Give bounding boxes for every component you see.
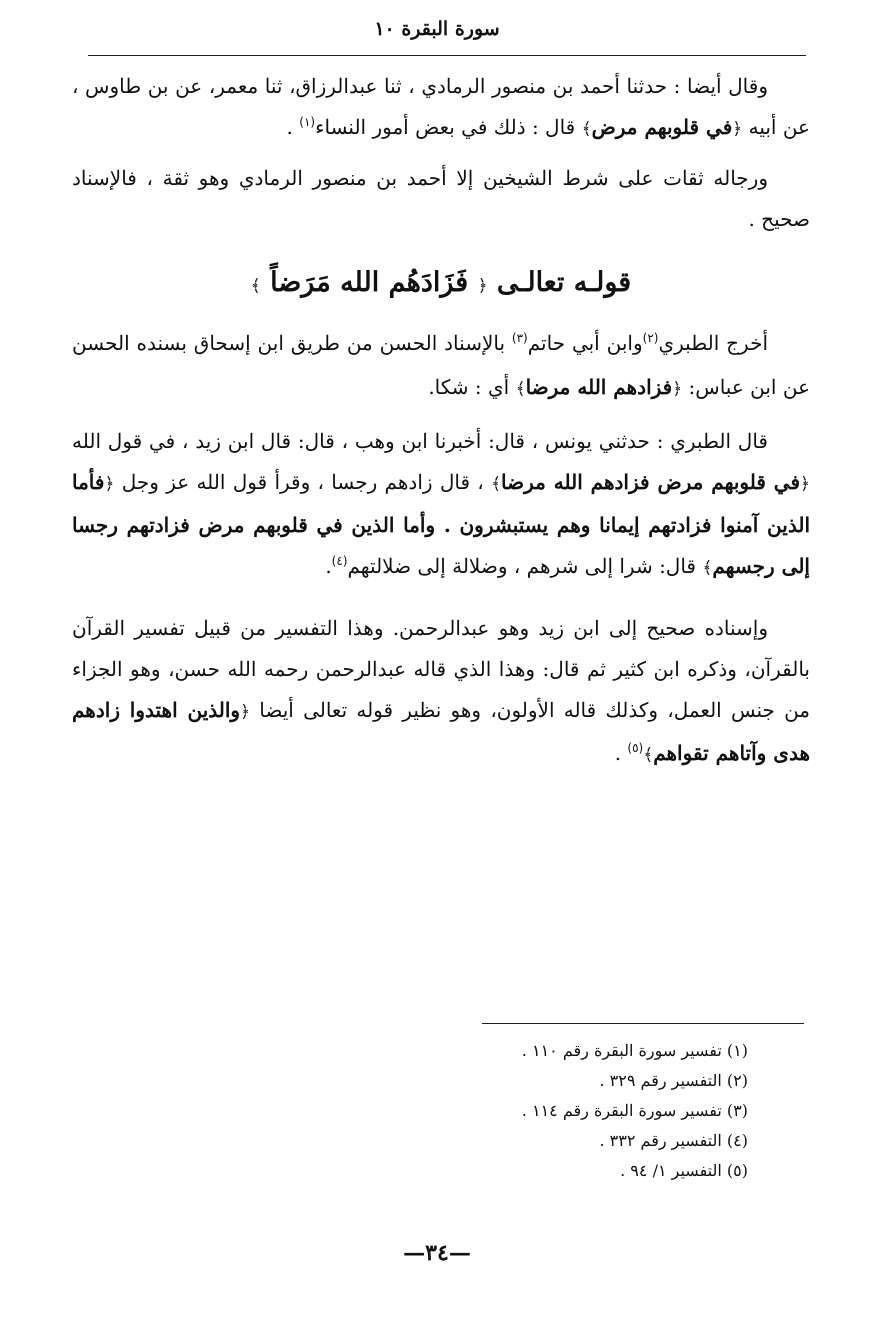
p3-text-a: أخرج الطبري [658,331,768,355]
p3-text-d: أي : شكا. [428,375,516,399]
p4-text-a: قال الطبري : حدثني يونس ، قال: أخبرنا ابن وهب ، قال: قال ابن زيد ، في قول الله [72,429,768,453]
section-heading [72,260,810,309]
p5-verse: والذين اهتدوا زادهم هدى وآتاهم تقواهم [72,698,810,765]
footnote-item: (٢) التفسير رقم ٣٢٩ . [599,1071,748,1090]
footnote-item: (٥) التفسير ١/ ٩٤ . [620,1161,748,1180]
footnote-item: (٤) التفسير رقم ٣٣٢ . [599,1131,748,1150]
verse-ornament-close: ﴾ [643,745,654,765]
heading-prefix: قولـه تعالـى [487,267,632,298]
verse-ornament-close: ﴾ [702,558,713,578]
p4-verse-1: في قلوبهم مرض فزادهم الله مرضا [501,470,801,494]
verse-ornament-close: ﴾ [250,276,261,296]
paragraph-3 [72,323,810,410]
p4-text-b: ، قال زادهم رجسا ، وقرأ قول الله عز وجل [114,470,492,494]
paragraph-2 [72,158,810,240]
paragraph-4 [72,421,810,590]
footnote-ref-3[interactable]: (٣) [511,331,528,345]
footnote-ref-4[interactable]: (٤) [331,554,348,568]
footnote-item: (٣) تفسير سورة البقرة رقم ١١٤ . [521,1101,748,1120]
verse-ornament-close: ﴾ [491,474,502,494]
page-number: —٣٤— [403,1240,471,1266]
p3-text-c: بالإسناد الحسن من طريق ابن إسحاق بسنده الحسن عن ابن عباس: [72,331,810,399]
p5-text-a: وإسناده صحيح إلى ابن زيد وهو عبدالرحمن. وهذا التفسير من قبيل تفسير القرآن بالقرآن، وذكره ابن كثير ثم قال: وهذا الذي قاله عبدالرحمن رحمه الله حسن، وهو الجزاء من جنس العمل، وكذلك قاله الأولون، وهو نظير قوله تعالى أيضا [72,616,811,722]
verse-ornament-open: ﴿ [477,276,488,296]
verse-ornament-open: ﴿ [104,474,115,494]
heading-verse: فَزَادَهُم الله مَرَضاً [270,267,469,298]
verse-ornament-close: ﴾ [581,119,592,139]
p2-text: ورجاله ثقات على شرط الشيخين إلا أحمد بن منصور الرمادي وهو ثقة ، فالإسناد صحيح . [72,166,810,231]
verse-ornament-open: ﴿ [240,702,251,722]
verse-ornament-open: ﴿ [800,474,810,494]
p1-verse: في قلوبهم مرض [591,115,733,139]
p5-text-b: . [614,741,628,765]
footnotes-block [418,1036,748,1186]
footnote-item: (١) تفسير سورة البقرة رقم ١١٠ . [521,1041,748,1060]
running-head: سورة البقرة ١٠ [374,18,500,40]
p1-text-c: . [286,115,300,139]
p4-verse-2: فأما الذين آمنوا فزادتهم إيمانا وهم يستبشرون . وأما الذين في قلوبهم مرض فزادتهم رجسا إلى رجسهم [72,470,810,578]
footnote-ref-5[interactable]: (٥) [627,741,644,755]
p1-text-b: قال : ذلك في بعض أمور النساء [315,115,582,139]
p1-text-a: وقال أيضا : حدثنا أحمد بن منصور الرمادي ، ثنا عبدالرزاق، ثنا معمر، عن بن طاوس ، عن أبيه [72,74,810,139]
paragraph-1 [72,66,810,151]
p3-verse: فزادهم الله مرضا [525,375,673,399]
p4-text-d: . [325,554,332,578]
footnote-ref-2[interactable]: (٢) [642,331,659,345]
p3-text-b: وابن أبي حاتم [527,331,643,355]
main-text [72,66,810,788]
footnote-ref-1[interactable]: (١) [299,115,316,129]
p4-text-c: قال: شرا إلى شرهم ، وضلالة إلى ضلالتهم [347,554,703,578]
verse-ornament-close: ﴾ [515,379,526,399]
verse-ornament-open: ﴿ [672,379,683,399]
header-rule [88,55,806,56]
verse-ornament-open: ﴿ [732,119,743,139]
paragraph-5 [72,608,810,777]
footnote-rule [482,1023,804,1024]
